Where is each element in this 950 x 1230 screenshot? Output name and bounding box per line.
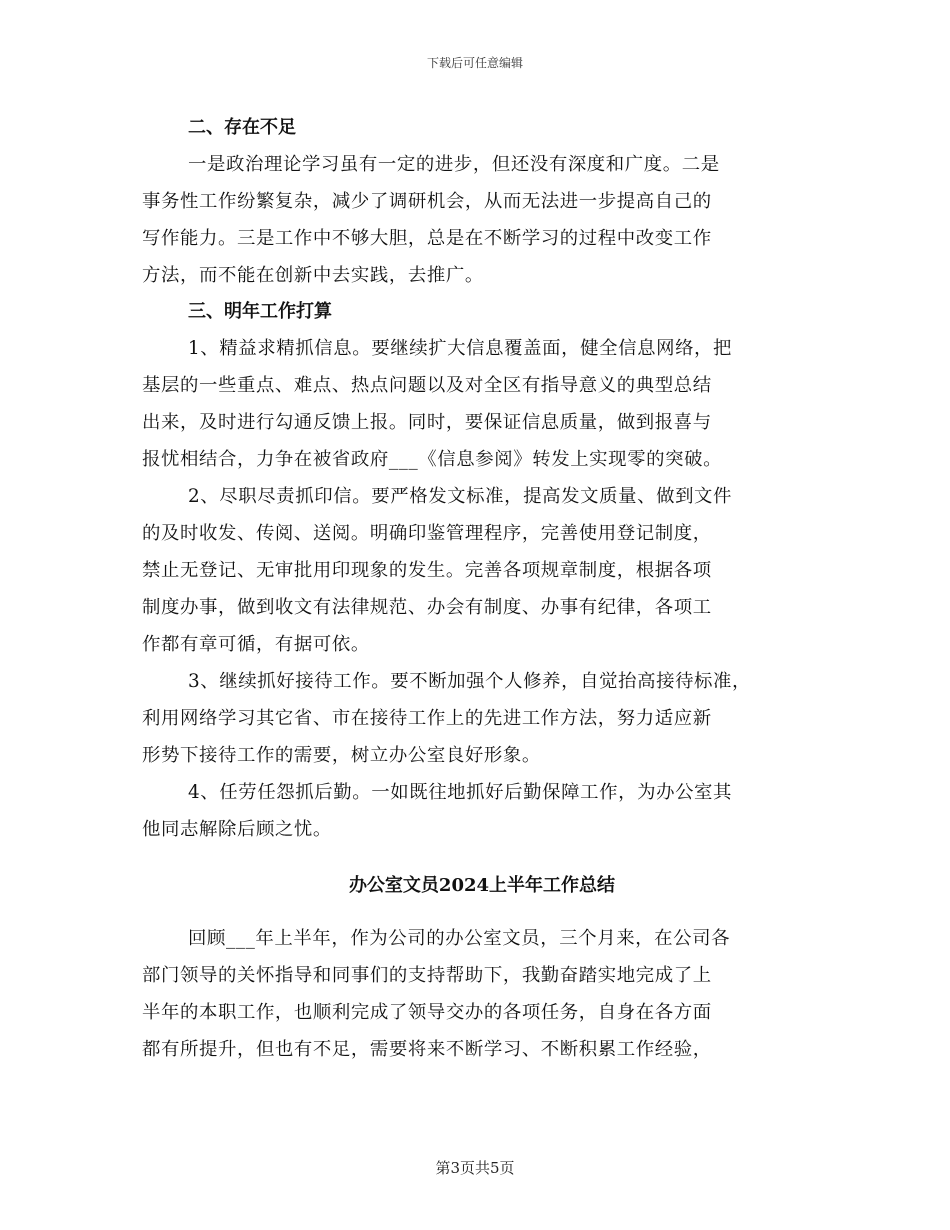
text-line: 2、尽职尽责抓印信。要严格发文标准，提高发文质量、做到文件: [188, 486, 733, 507]
text-line: 方法，而不能在创新中去实践，去推广。: [142, 265, 484, 286]
section-heading-next-year-plan: 三、明年工作打算: [188, 301, 332, 322]
paragraph-plan-seals: [142, 478, 822, 663]
text-line: 半年的本职工作，也顺利完成了领导交办的各项任务，自身在各方面: [142, 1002, 712, 1023]
text-line: 部门领导的关怀指导和同事们的支持帮助下，我勤奋踏实地完成了上: [142, 965, 712, 986]
text-line: 基层的一些重点、难点、热点问题以及对全区有指导意义的典型总结: [142, 375, 712, 396]
text-line: 3、继续抓好接待工作。要不断加强个人修养，自觉抬高接待标准，: [188, 671, 752, 692]
paragraph-shortcomings: [142, 146, 822, 294]
text-line: 制度办事，做到收文有法律规范、办会有制度、办事有纪律，各项工: [142, 597, 712, 618]
paragraph-plan-reception: [142, 663, 822, 774]
text-line: 他同志解除后顾之忧。: [142, 819, 332, 840]
text-line: 都有所提升，但也有不足，需要将来不断学习、不断积累工作经验，: [142, 1039, 712, 1060]
section-heading-shortcomings: 二、存在不足: [188, 117, 296, 138]
text-line: 回顾___年上半年，作为公司的办公室文员，三个月来，在公司各: [188, 928, 731, 949]
paragraph-plan-information: [142, 330, 822, 478]
paragraph-review: [142, 920, 822, 1068]
paragraph-plan-logistics: [142, 774, 822, 848]
text-line: 禁止无登记、无审批用印现象的发生。完善各项规章制度，根据各项: [142, 560, 712, 581]
text-line: 出来，及时进行勾通反馈上报。同时，要保证信息质量，做到报喜与: [142, 412, 712, 433]
text-line: 形势下接待工作的需要，树立办公室良好形象。: [142, 745, 541, 766]
page-header: 下载后可任意编辑: [426, 56, 523, 70]
document-title: 办公室文员2024上半年工作总结: [348, 875, 616, 896]
text-line: 一是政治理论学习虽有一定的进步，但还没有深度和广度。二是: [188, 154, 720, 175]
text-line: 4、任劳任怨抓后勤。一如既往地抓好后勤保障工作，为办公室其: [188, 782, 733, 803]
text-line: 1、精益求精抓信息。要继续扩大信息覆盖面，健全信息网络，把: [188, 338, 733, 359]
text-line: 写作能力。三是工作中不够大胆，总是在不断学习的过程中改变工作: [142, 228, 712, 249]
page-footer: 第3页共5页: [435, 1159, 515, 1177]
text-line: 的及时收发、传阅、送阅。明确印鉴管理程序，完善使用登记制度，: [142, 523, 712, 544]
document-body: [142, 110, 822, 1068]
text-line: 事务性工作纷繁复杂，减少了调研机会，从而无法进一步提高自己的: [142, 191, 712, 212]
text-line: 作都有章可循，有据可依。: [142, 634, 370, 655]
text-line: 报忧相结合，力争在被省政府___《信息参阅》转发上实现零的突破。: [142, 449, 723, 470]
text-line: 利用网络学习其它省、市在接待工作上的先进工作方法，努力适应新: [142, 708, 712, 729]
